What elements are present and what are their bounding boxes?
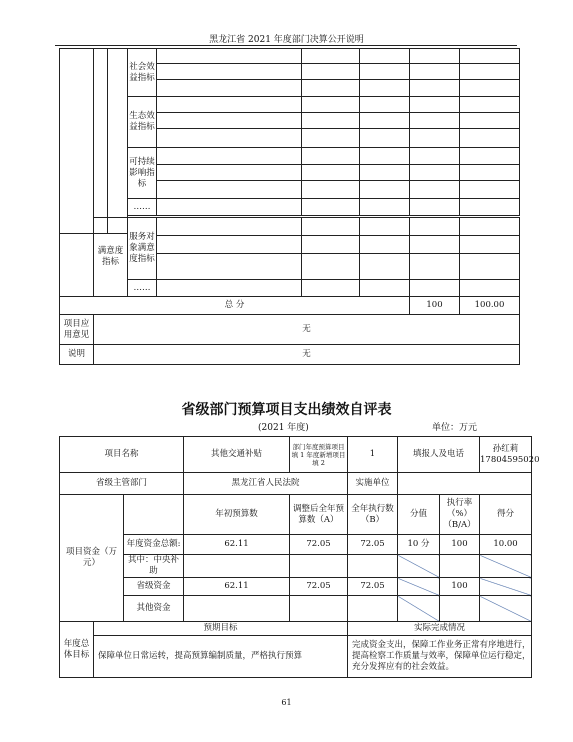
indicator-social: 社会效益指标 — [128, 49, 157, 97]
col-initial: 年初预算数 — [184, 495, 290, 535]
indicator-level1-blank — [94, 49, 108, 234]
col-score-val: 分值 — [398, 495, 440, 535]
dept-label: 省级主管部门 — [60, 473, 184, 495]
satisfaction-category: 满意度指标 — [94, 218, 128, 297]
row-label: 其中：中央补助 — [124, 555, 184, 578]
row-label: 年度资金总额: — [124, 535, 184, 555]
indicator-sustainable: 可持续影响指标 — [128, 148, 157, 199]
expected-label: 预期目标 — [94, 622, 348, 636]
row-score-val: 10 分 — [398, 535, 440, 555]
indicator-more: …… — [128, 199, 157, 216]
actual-label: 实际完成情况 — [348, 622, 532, 636]
row-initial: 62.11 — [184, 535, 290, 555]
indicator-table — [59, 48, 520, 234]
filler: 孙红莉 17804595020 — [480, 437, 532, 473]
note-value: 无 — [94, 345, 520, 365]
satisfaction-sub: 服务对象满意度指标 — [128, 218, 157, 280]
row-exec: 72.05 — [348, 535, 398, 555]
satisfaction-more: …… — [128, 280, 157, 297]
dept-project-label: 部门年度预算项目填 1 年度新增项目填 2 — [290, 437, 348, 473]
col-score: 得分 — [480, 495, 532, 535]
col-adjusted: 调整后全年预算数（A） — [290, 495, 348, 535]
row-initial: 62.11 — [184, 578, 290, 596]
total-value: 100 — [410, 297, 460, 315]
report-year: (2021 年度) — [258, 423, 309, 433]
indicator-col-blank — [60, 49, 94, 234]
header-rule — [55, 45, 517, 46]
row-rate: 100 — [440, 578, 480, 596]
indicator-level1b-blank — [108, 49, 128, 234]
impl — [398, 473, 532, 495]
total-label: 总 分 — [60, 297, 410, 315]
project-name-label: 项目名称 — [60, 437, 184, 473]
note-label: 说明 — [60, 345, 94, 365]
row-adjusted: 72.05 — [290, 535, 348, 555]
filler-label: 填报人及电话 — [398, 437, 480, 473]
satisfaction-table — [59, 217, 520, 365]
col-exec: 全年执行数（B） — [348, 495, 398, 535]
section-title: 省级部门预算项目支出绩效自评表 — [181, 402, 392, 418]
page-header: 黑龙江省 2021 年度部门决算公开说明 — [209, 35, 364, 45]
actual-text: 完成资金支出，保障工作业务正常有序地进行，提高检察工作质量与效率，保障单位运行稳定，充分发挥应有的社会效益。 — [348, 636, 532, 678]
col-rate: 执行率（%）（B/A） — [440, 495, 480, 535]
opinion-value: 无 — [94, 315, 520, 345]
project-name: 其他交通补贴 — [184, 437, 290, 473]
indicator-ecological: 生态效益指标 — [128, 97, 157, 148]
self-evaluation-table — [59, 436, 540, 678]
page-number: 61 — [281, 698, 292, 707]
dept: 黑龙江省人民法院 — [184, 473, 348, 495]
expected-text: 保障单位日常运转，提高预算编制质量，严格执行预算 — [94, 636, 348, 678]
row-exec: 72.05 — [348, 578, 398, 596]
dept-project-value: 1 — [348, 437, 398, 473]
opinion-label: 项目应用意见 — [60, 315, 94, 345]
row-label: 其他资金 — [124, 596, 184, 622]
row-rate: 100 — [440, 535, 480, 555]
row-adjusted: 72.05 — [290, 578, 348, 596]
total-score: 100.00 — [460, 297, 520, 315]
impl-label: 实施单位 — [348, 473, 398, 495]
unit-label: 单位：万元 — [432, 423, 478, 433]
row-score: 10.00 — [480, 535, 532, 555]
fund-label: 项目资金（万元） — [60, 495, 124, 622]
row-label: 省级资金 — [124, 578, 184, 596]
goal-label: 年度总体目标 — [60, 622, 94, 678]
